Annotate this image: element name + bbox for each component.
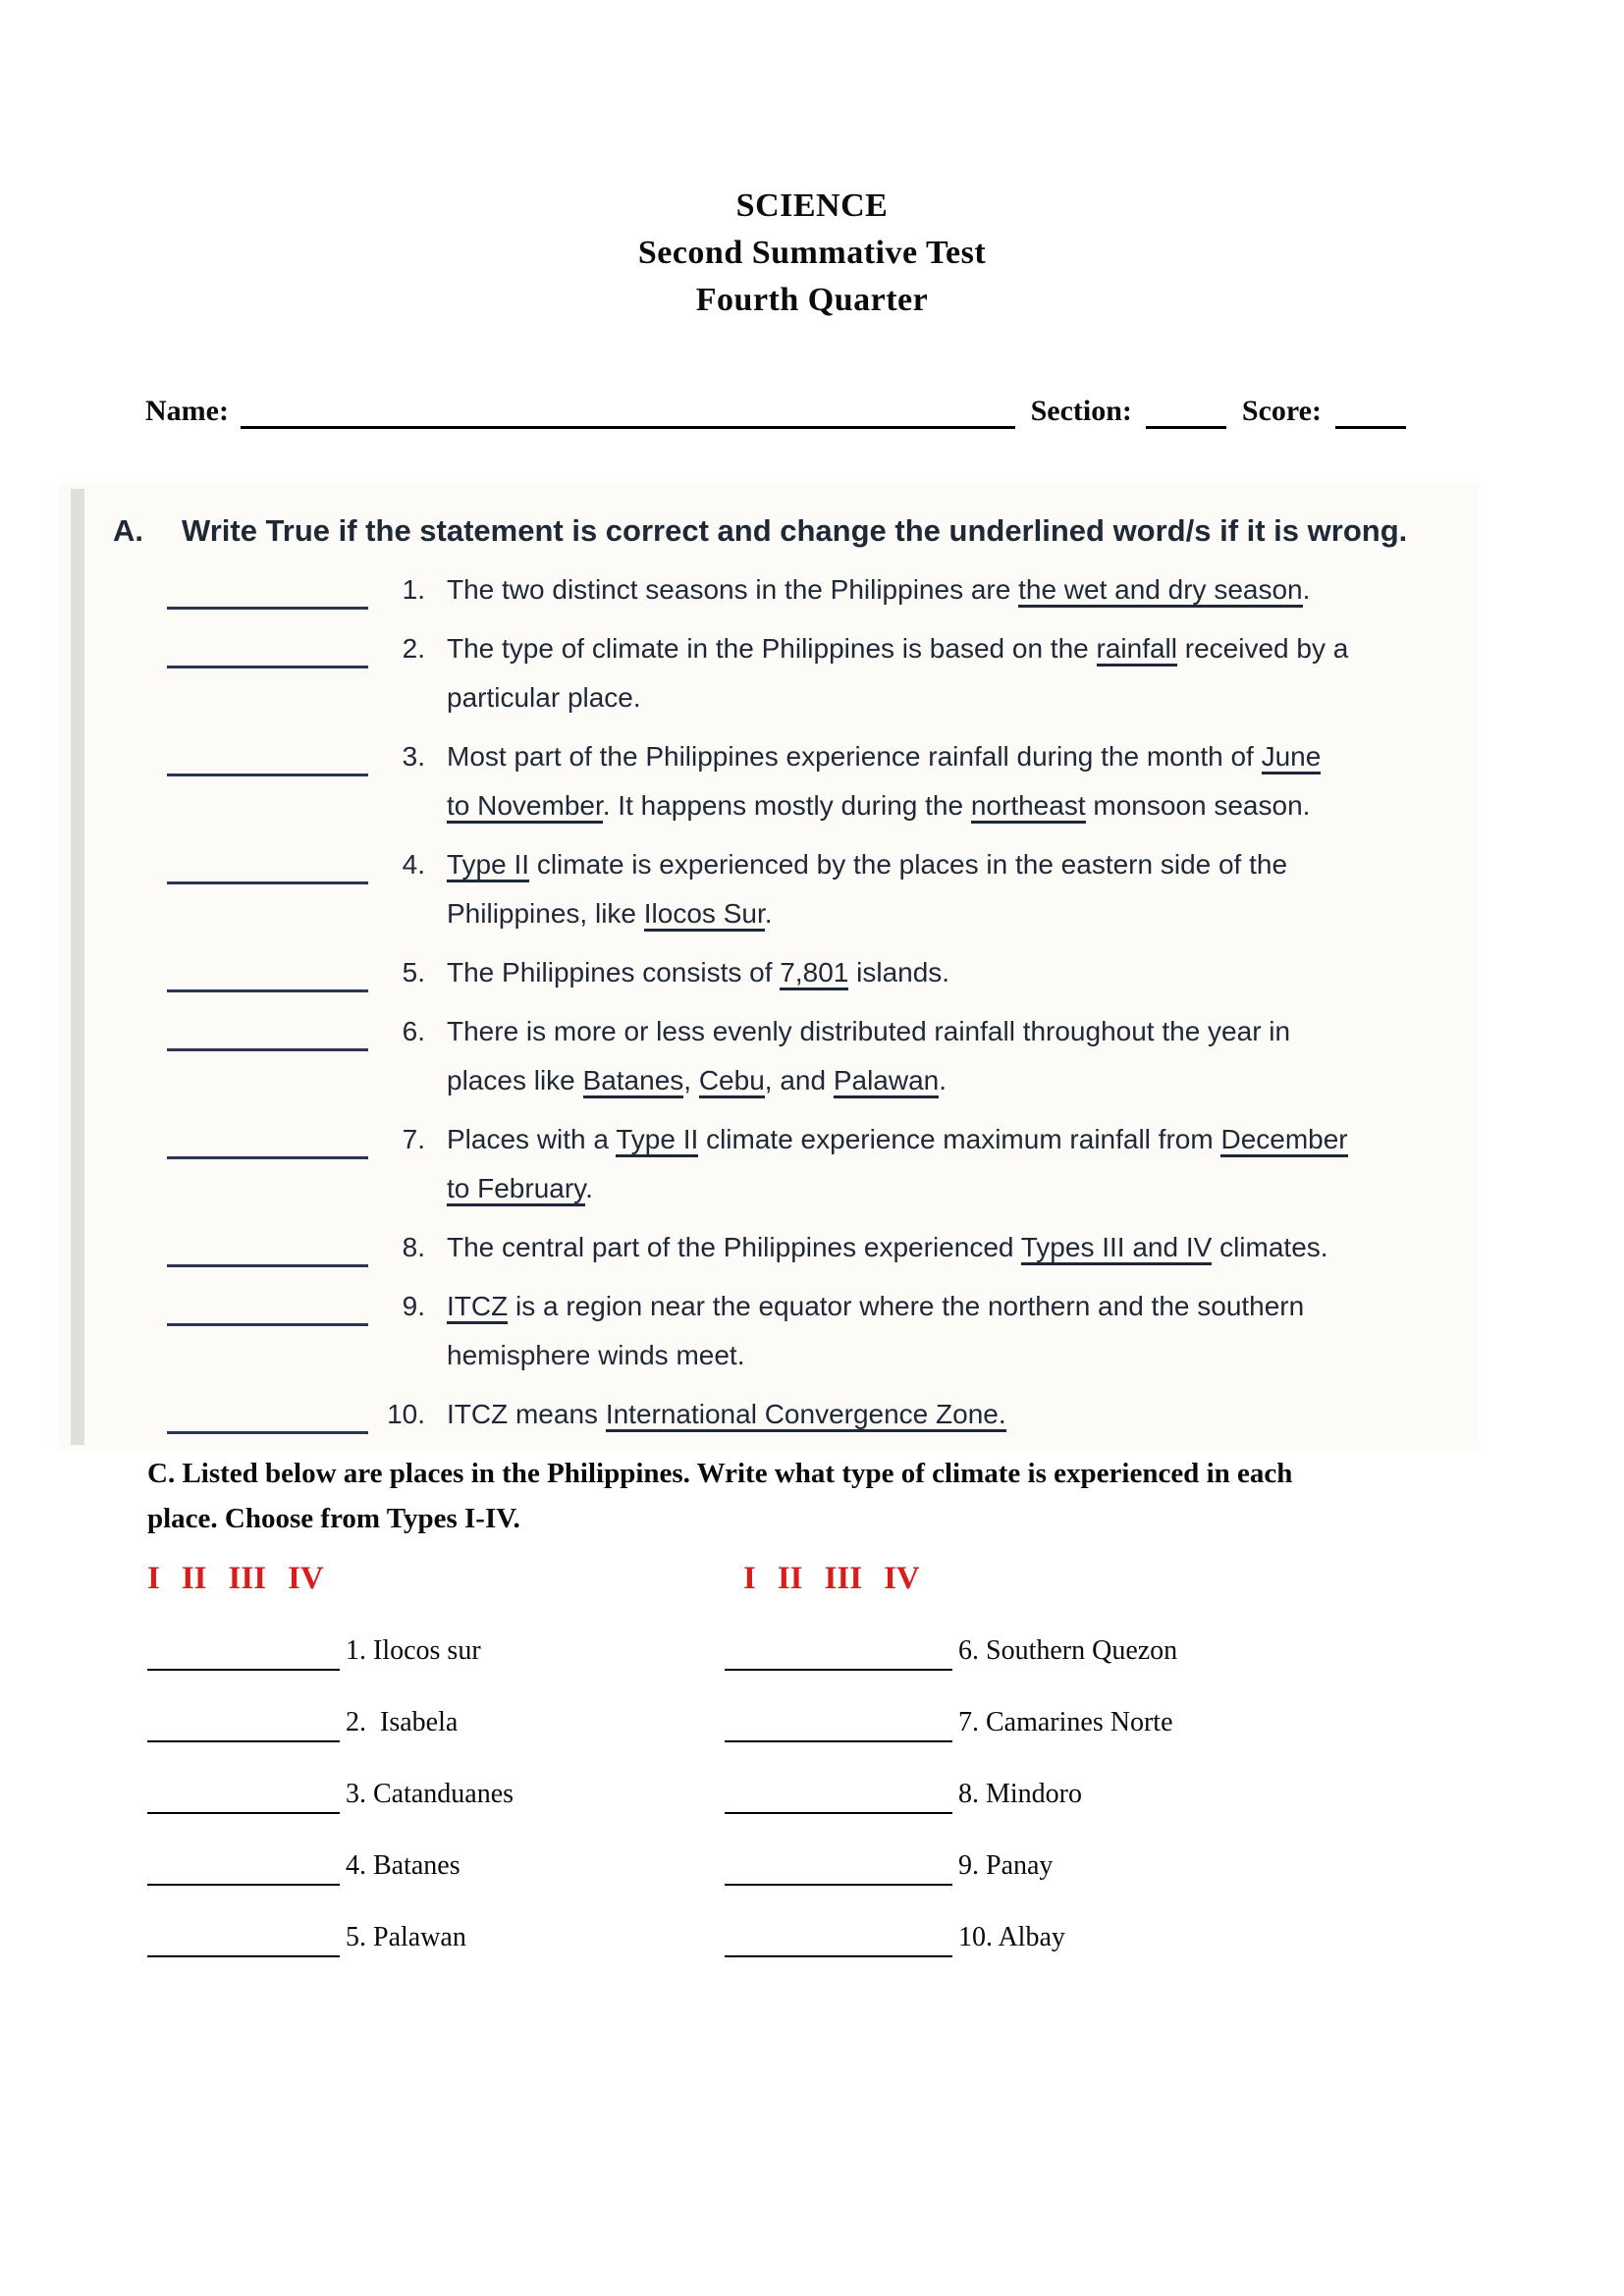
- text-segment: place. Choose from Types I-IV.: [147, 1503, 520, 1534]
- text-segment: .: [585, 1173, 593, 1203]
- climate-answer-blank-5[interactable]: [147, 1914, 340, 1957]
- text-segment: Philippines, like: [447, 898, 644, 929]
- document-header: [0, 183, 1624, 324]
- item-number: 1.: [402, 574, 425, 605]
- place-row: [147, 1914, 725, 1957]
- answer-blank-5[interactable]: [167, 948, 368, 992]
- climate-type-options-left: [147, 1559, 743, 1598]
- text-segment: C. Listed below are places in the Philippines. Write what type of climate is experienced in each: [147, 1458, 1293, 1489]
- item-text: [447, 840, 1448, 938]
- place-row: [147, 1699, 725, 1742]
- text-segment: The central part of the Philippines experienced: [447, 1232, 1021, 1262]
- text-segment: .: [939, 1065, 947, 1095]
- place-row: [147, 1771, 725, 1814]
- place-label: 7. Camarines Norte: [958, 1707, 1173, 1737]
- test-item: [59, 565, 1479, 614]
- text-segment: Most part of the Philippines experience rainfall during the month of: [447, 741, 1262, 772]
- item-text: [447, 1282, 1448, 1380]
- name-blank[interactable]: [241, 391, 1015, 429]
- place-label: 2. Isabela: [346, 1707, 459, 1737]
- answer-blank-3[interactable]: [167, 732, 368, 776]
- answer-blank-6[interactable]: [167, 1007, 368, 1051]
- climate-type-option: III: [228, 1561, 267, 1596]
- item-text: [447, 1390, 1448, 1439]
- climate-type-option: IV: [884, 1561, 920, 1596]
- text-segment: hemisphere winds meet.: [447, 1340, 745, 1370]
- underlined-term: the wet and dry season: [1018, 574, 1303, 608]
- place-row: [725, 1628, 1624, 1671]
- section-a-heading: [59, 512, 1479, 550]
- underlined-term: rainfall: [1097, 633, 1177, 667]
- place-label: 6. Southern Quezon: [958, 1635, 1178, 1666]
- underlined-term: northeast: [971, 790, 1086, 824]
- item-number: 6.: [402, 1016, 425, 1046]
- test-item: [59, 1282, 1479, 1380]
- test-item: [59, 732, 1479, 830]
- test-item: [59, 840, 1479, 938]
- underlined-term: to February: [447, 1173, 585, 1206]
- section-c-items: [147, 1628, 1624, 1986]
- section-c-column-left: [147, 1628, 725, 1986]
- climate-type-option: I: [147, 1561, 160, 1596]
- item-number: 7.: [402, 1124, 425, 1154]
- text-segment: ,: [683, 1065, 699, 1095]
- underlined-term: Type II: [616, 1124, 698, 1157]
- item-number: 5.: [402, 957, 425, 988]
- place-label: 3. Catanduanes: [346, 1779, 514, 1809]
- climate-type-option: IV: [288, 1561, 324, 1596]
- item-text: [447, 624, 1448, 722]
- text-segment: The type of climate in the Philippines is based on the: [447, 633, 1097, 664]
- place-row: [147, 1628, 725, 1671]
- test-item: [59, 1007, 1479, 1105]
- answer-blank-9[interactable]: [167, 1282, 368, 1326]
- item-text: [447, 565, 1448, 614]
- item-number: 2.: [402, 633, 425, 664]
- text-segment: particular place.: [447, 682, 641, 713]
- underlined-term: June: [1262, 741, 1322, 774]
- item-number: 10.: [387, 1399, 425, 1429]
- underlined-term: 7,801: [780, 957, 848, 990]
- place-label: 9. Panay: [958, 1850, 1054, 1881]
- climate-type-option: III: [824, 1561, 863, 1596]
- text-segment: climate is experienced by the places in the eastern side of the: [529, 849, 1288, 880]
- climate-answer-blank-6[interactable]: [725, 1628, 952, 1671]
- place-row: [725, 1771, 1624, 1814]
- answer-blank-10[interactable]: [167, 1390, 368, 1434]
- section-a: [59, 483, 1479, 1451]
- test-subject: SCIENCE: [735, 187, 889, 224]
- climate-type-option: II: [777, 1561, 803, 1596]
- text-segment: monsoon season.: [1085, 790, 1311, 821]
- item-text: [447, 948, 1448, 997]
- underlined-term: Cebu: [699, 1065, 765, 1098]
- text-segment: .: [764, 898, 773, 929]
- underlined-term: to November: [447, 790, 603, 824]
- place-label: 1. Ilocos sur: [346, 1635, 481, 1666]
- section-c-column-right: [725, 1628, 1624, 1986]
- section-c-instruction: [147, 1451, 1522, 1541]
- test-quarter: Fourth Quarter: [695, 282, 929, 318]
- answer-blank-1[interactable]: [167, 565, 368, 610]
- underlined-term: December: [1220, 1124, 1347, 1157]
- test-item: [59, 1115, 1479, 1213]
- underlined-term: Type II: [447, 849, 529, 882]
- section-a-items: [59, 565, 1479, 1439]
- answer-blank-8[interactable]: [167, 1223, 368, 1267]
- place-label: 5. Palawan: [346, 1922, 466, 1952]
- climate-answer-blank-10[interactable]: [725, 1914, 952, 1957]
- test-item: [59, 624, 1479, 722]
- climate-type-option: II: [181, 1561, 207, 1596]
- item-number: 4.: [402, 849, 425, 880]
- section-blank[interactable]: [1146, 391, 1226, 429]
- place-row: [725, 1842, 1624, 1886]
- item-number: 9.: [402, 1291, 425, 1321]
- name-label: Name:: [145, 395, 229, 427]
- place-label: 4. Batanes: [346, 1850, 460, 1881]
- answer-blank-4[interactable]: [167, 840, 368, 884]
- score-label: Score:: [1241, 395, 1322, 427]
- underlined-term: Batanes: [583, 1065, 684, 1098]
- place-row: [147, 1842, 725, 1886]
- section-label: Section:: [1030, 395, 1132, 427]
- climate-answer-blank-1[interactable]: [147, 1628, 340, 1671]
- text-segment: climate experience maximum rainfall from: [698, 1124, 1221, 1154]
- climate-answer-blank-7[interactable]: [725, 1699, 952, 1742]
- place-row: [725, 1914, 1624, 1957]
- answer-blank-7[interactable]: [167, 1115, 368, 1159]
- text-segment: The two distinct seasons in the Philippines are: [447, 574, 1019, 605]
- text-segment: There is more or less evenly distributed rainfall throughout the year in: [447, 1016, 1291, 1046]
- climate-answer-blank-3[interactable]: [147, 1771, 340, 1814]
- climate-answer-blank-2[interactable]: [147, 1699, 340, 1742]
- text-segment: ITCZ means: [447, 1399, 606, 1429]
- text-segment: is a region near the equator where the northern and the southern: [508, 1291, 1305, 1321]
- climate-type-options-right: [743, 1559, 942, 1598]
- climate-answer-blank-4[interactable]: [147, 1842, 340, 1886]
- text-segment: .: [1302, 574, 1311, 605]
- text-segment: The Philippines consists of: [447, 957, 781, 988]
- place-row: [725, 1699, 1624, 1742]
- item-number: 8.: [402, 1232, 425, 1262]
- test-item: [59, 948, 1479, 997]
- text-segment: places like: [447, 1065, 583, 1095]
- test-item: [59, 1223, 1479, 1272]
- climate-type-option: I: [743, 1561, 756, 1596]
- text-segment: . It happens mostly during the: [602, 790, 971, 821]
- item-text: [447, 732, 1448, 830]
- underlined-term: Types III and IV: [1021, 1232, 1213, 1265]
- item-number: 3.: [402, 741, 425, 772]
- place-label: 10. Albay: [958, 1922, 1065, 1952]
- text-segment: Places with a: [447, 1124, 617, 1154]
- item-text: [447, 1223, 1448, 1272]
- climate-type-legend: [147, 1559, 1624, 1598]
- test-title: Second Summative Test: [637, 235, 987, 271]
- section-c: [0, 1451, 1624, 1986]
- test-item: [59, 1390, 1479, 1439]
- item-text: [447, 1007, 1448, 1105]
- student-info-row: [145, 391, 1406, 429]
- score-blank[interactable]: [1335, 391, 1406, 429]
- answer-blank-2[interactable]: [167, 624, 368, 668]
- climate-answer-blank-8[interactable]: [725, 1771, 952, 1814]
- text-segment: , and: [764, 1065, 834, 1095]
- underlined-term: Palawan: [834, 1065, 939, 1098]
- section-a-instruction: Write True if the statement is correct and change the underlined word/s if it is wrong.: [182, 513, 1408, 548]
- place-label: 8. Mindoro: [958, 1779, 1082, 1809]
- underlined-term: ITCZ: [447, 1291, 508, 1324]
- text-segment: received by a: [1176, 633, 1349, 664]
- underlined-term: International Convergence Zone.: [606, 1399, 1006, 1432]
- text-segment: climates.: [1212, 1232, 1328, 1262]
- underlined-term: Ilocos Sur: [644, 898, 765, 932]
- item-text: [447, 1115, 1448, 1213]
- climate-answer-blank-9[interactable]: [725, 1842, 952, 1886]
- section-a-letter: A.: [113, 513, 143, 548]
- text-segment: islands.: [848, 957, 950, 988]
